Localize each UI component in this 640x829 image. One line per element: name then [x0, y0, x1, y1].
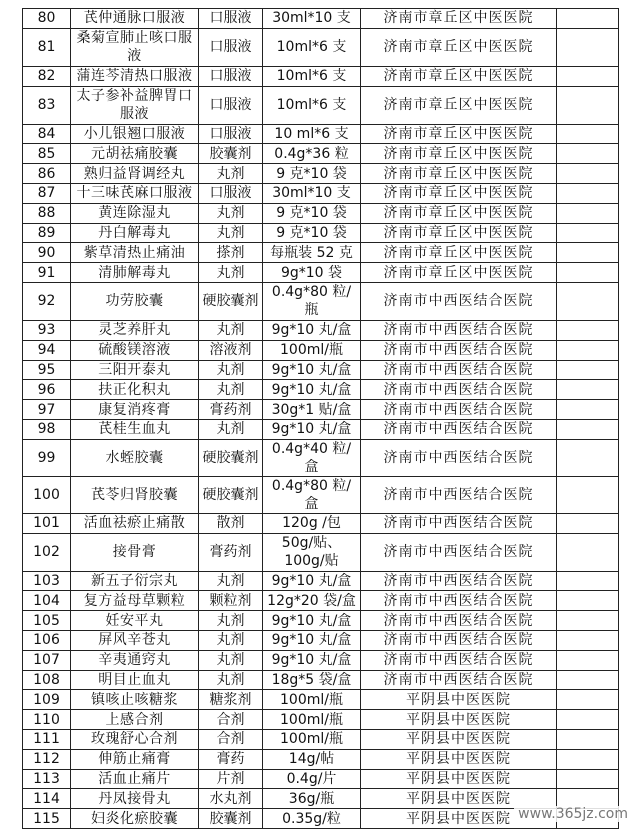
dosage-form-cell: 硬胶囊剂	[199, 439, 263, 476]
empty-cell	[557, 9, 619, 29]
empty-cell	[557, 611, 619, 631]
dosage-form-cell: 膏药剂	[199, 533, 263, 571]
drug-name-cell: 扶正化积丸	[71, 380, 199, 400]
table-row	[23, 86, 619, 124]
dosage-form-cell: 片剂	[199, 769, 263, 789]
drug-name-cell: 熟归益肾调经丸	[71, 164, 199, 184]
row-number-cell: 115	[23, 809, 71, 829]
specification-cell: 每瓶装 52 克	[263, 243, 361, 263]
row-number-cell: 112	[23, 749, 71, 769]
drug-name-cell: 玫瑰舒心合剂	[71, 729, 199, 749]
empty-cell	[557, 263, 619, 283]
dosage-form-cell: 口服液	[199, 66, 263, 86]
specification-cell: 9g*10 丸/盒	[263, 650, 361, 670]
drug-name-cell: 明目止血丸	[71, 670, 199, 690]
specification-cell: 36g/瓶	[263, 789, 361, 809]
empty-cell	[557, 86, 619, 124]
empty-cell	[557, 28, 619, 66]
row-number-cell: 97	[23, 400, 71, 420]
dosage-form-cell: 颗粒剂	[199, 591, 263, 611]
drug-name-cell: 紫草清热止痛油	[71, 243, 199, 263]
table-row	[23, 670, 619, 690]
table-row	[23, 400, 619, 420]
row-number-cell: 114	[23, 789, 71, 809]
specification-cell: 9g*10 丸/盒	[263, 320, 361, 340]
dosage-form-cell: 丸剂	[199, 670, 263, 690]
hospital-cell: 济南市章丘区中医医院	[361, 28, 557, 66]
table-row	[23, 611, 619, 631]
table-row	[23, 533, 619, 571]
empty-cell	[557, 400, 619, 420]
table-row	[23, 164, 619, 184]
empty-cell	[557, 439, 619, 476]
hospital-cell: 济南市章丘区中医医院	[361, 124, 557, 144]
row-number-cell: 90	[23, 243, 71, 263]
table-row	[23, 28, 619, 66]
row-number-cell: 111	[23, 729, 71, 749]
site-watermark: www.365jz.com	[514, 806, 632, 822]
hospital-cell: 济南市章丘区中医医院	[361, 263, 557, 283]
table-row	[23, 183, 619, 203]
row-number-cell: 87	[23, 183, 71, 203]
specification-cell: 10ml*6 支	[263, 66, 361, 86]
table-row	[23, 320, 619, 340]
row-number-cell: 92	[23, 282, 71, 320]
dosage-form-cell: 丸剂	[199, 571, 263, 591]
table-row	[23, 263, 619, 283]
dosage-form-cell: 散剂	[199, 513, 263, 533]
table-row	[23, 360, 619, 380]
hospital-cell: 济南市章丘区中医医院	[361, 223, 557, 243]
drug-name-cell: 妇炎化瘀胶囊	[71, 809, 199, 829]
hospital-cell: 平阴县中医医院	[361, 749, 557, 769]
table-row	[23, 439, 619, 476]
drug-name-cell: 伸筋止痛膏	[71, 749, 199, 769]
table-row	[23, 66, 619, 86]
hospital-cell: 济南市中西医结合医院	[361, 611, 557, 631]
empty-cell	[557, 749, 619, 769]
table-row	[23, 124, 619, 144]
drug-name-cell: 康复消疼膏	[71, 400, 199, 420]
dosage-form-cell: 丸剂	[199, 360, 263, 380]
hospital-cell: 济南市中西医结合医院	[361, 419, 557, 439]
drug-name-cell: 接骨膏	[71, 533, 199, 571]
empty-cell	[557, 670, 619, 690]
specification-cell: 10 ml*6 支	[263, 124, 361, 144]
row-number-cell: 103	[23, 571, 71, 591]
row-number-cell: 108	[23, 670, 71, 690]
row-number-cell: 102	[23, 533, 71, 571]
hospital-cell: 济南市中西医结合医院	[361, 630, 557, 650]
hospital-cell: 济南市章丘区中医医院	[361, 86, 557, 124]
empty-cell	[557, 710, 619, 730]
table-row	[23, 630, 619, 650]
table-row	[23, 749, 619, 769]
empty-cell	[557, 360, 619, 380]
dosage-form-cell: 口服液	[199, 86, 263, 124]
hospital-cell: 济南市中西医结合医院	[361, 380, 557, 400]
row-number-cell: 104	[23, 591, 71, 611]
table-row	[23, 243, 619, 263]
specification-cell: 10ml*6 支	[263, 28, 361, 66]
drug-name-cell: 清肺解毒丸	[71, 263, 199, 283]
dosage-form-cell: 口服液	[199, 28, 263, 66]
specification-cell: 12g*20 袋/盒	[263, 591, 361, 611]
dosage-form-cell: 搽剂	[199, 243, 263, 263]
hospital-cell: 济南市章丘区中医医院	[361, 164, 557, 184]
dosage-form-cell: 溶液剂	[199, 340, 263, 360]
table-row	[23, 223, 619, 243]
row-number-cell: 101	[23, 513, 71, 533]
table-row	[23, 729, 619, 749]
specification-cell: 10ml*6 支	[263, 86, 361, 124]
dosage-form-cell: 丸剂	[199, 380, 263, 400]
table-row	[23, 769, 619, 789]
hospital-cell: 济南市中西医结合医院	[361, 340, 557, 360]
empty-cell	[557, 66, 619, 86]
table-row	[23, 690, 619, 710]
hospital-cell: 平阴县中医医院	[361, 789, 557, 809]
hospital-cell: 济南市中西医结合医院	[361, 320, 557, 340]
specification-cell: 30ml*10 支	[263, 9, 361, 29]
specification-cell: 9 克*10 袋	[263, 223, 361, 243]
hospital-cell: 平阴县中医医院	[361, 809, 557, 829]
table-row	[23, 710, 619, 730]
table-row	[23, 571, 619, 591]
dosage-form-cell: 丸剂	[199, 650, 263, 670]
dosage-form-cell: 膏药	[199, 749, 263, 769]
dosage-form-cell: 丸剂	[199, 263, 263, 283]
specification-cell: 30ml*10 支	[263, 183, 361, 203]
specification-cell: 100ml/瓶	[263, 710, 361, 730]
drug-name-cell: 元胡祛痛胶囊	[71, 144, 199, 164]
hospital-cell: 济南市中西医结合医院	[361, 650, 557, 670]
row-number-cell: 94	[23, 340, 71, 360]
dosage-form-cell: 口服液	[199, 183, 263, 203]
empty-cell	[557, 124, 619, 144]
table-row	[23, 513, 619, 533]
drug-name-cell: 功劳胶囊	[71, 282, 199, 320]
hospital-cell: 平阴县中医医院	[361, 710, 557, 730]
drug-name-cell: 新五子衍宗丸	[71, 571, 199, 591]
empty-cell	[557, 223, 619, 243]
table-row	[23, 340, 619, 360]
drug-name-cell: 小儿银翘口服液	[71, 124, 199, 144]
drug-name-cell: 水蛭胶囊	[71, 439, 199, 476]
empty-cell	[557, 729, 619, 749]
specification-cell: 9g*10 丸/盒	[263, 419, 361, 439]
dosage-form-cell: 膏药剂	[199, 400, 263, 420]
empty-cell	[557, 690, 619, 710]
dosage-form-cell: 硬胶囊剂	[199, 282, 263, 320]
row-number-cell: 88	[23, 203, 71, 223]
drug-name-cell: 蒲连芩清热口服液	[71, 66, 199, 86]
drug-name-cell: 灵芝养肝丸	[71, 320, 199, 340]
dosage-form-cell: 丸剂	[199, 419, 263, 439]
drug-name-cell: 屏风辛苍丸	[71, 630, 199, 650]
hospital-cell: 济南市中西医结合医院	[361, 360, 557, 380]
empty-cell	[557, 769, 619, 789]
empty-cell	[557, 203, 619, 223]
hospital-cell: 平阴县中医医院	[361, 690, 557, 710]
specification-cell: 18g*5 袋/盒	[263, 670, 361, 690]
specification-cell: 0.4g/片	[263, 769, 361, 789]
empty-cell	[557, 571, 619, 591]
table-row	[23, 380, 619, 400]
dosage-form-cell: 硬胶囊剂	[199, 476, 263, 513]
drug-name-cell: 黄连除湿丸	[71, 203, 199, 223]
hospital-cell: 济南市中西医结合医院	[361, 591, 557, 611]
hospital-cell: 济南市中西医结合医院	[361, 571, 557, 591]
empty-cell	[557, 513, 619, 533]
row-number-cell: 98	[23, 419, 71, 439]
dosage-form-cell: 丸剂	[199, 164, 263, 184]
drug-name-cell: 芪仲通脉口服液	[71, 9, 199, 29]
drug-name-cell: 硫酸镁溶液	[71, 340, 199, 360]
row-number-cell: 84	[23, 124, 71, 144]
table-row	[23, 144, 619, 164]
empty-cell	[557, 183, 619, 203]
empty-cell	[557, 243, 619, 263]
hospital-cell: 济南市中西医结合医院	[361, 476, 557, 513]
dosage-form-cell: 丸剂	[199, 320, 263, 340]
row-number-cell: 89	[23, 223, 71, 243]
specification-cell: 9g*10 丸/盒	[263, 571, 361, 591]
specification-cell: 100ml/瓶	[263, 690, 361, 710]
hospital-cell: 济南市章丘区中医医院	[361, 203, 557, 223]
hospital-cell: 济南市章丘区中医医院	[361, 144, 557, 164]
row-number-cell: 95	[23, 360, 71, 380]
hospital-cell: 济南市章丘区中医医院	[361, 9, 557, 29]
specification-cell: 120g /包	[263, 513, 361, 533]
row-number-cell: 99	[23, 439, 71, 476]
table-row	[23, 419, 619, 439]
specification-cell: 0.4g*40 粒/盒	[263, 439, 361, 476]
specification-cell: 9g*10 丸/盒	[263, 630, 361, 650]
hospital-cell: 济南市中西医结合医院	[361, 439, 557, 476]
empty-cell	[557, 630, 619, 650]
row-number-cell: 106	[23, 630, 71, 650]
drug-name-cell: 镇咳止咳糖浆	[71, 690, 199, 710]
row-number-cell: 83	[23, 86, 71, 124]
row-number-cell: 110	[23, 710, 71, 730]
specification-cell: 0.4g*36 粒	[263, 144, 361, 164]
hospital-cell: 平阴县中医医院	[361, 769, 557, 789]
hospital-cell: 济南市中西医结合医院	[361, 400, 557, 420]
drug-name-cell: 太子参补益脾胃口服液	[71, 86, 199, 124]
specification-cell: 30g*1 贴/盒	[263, 400, 361, 420]
empty-cell	[557, 419, 619, 439]
empty-cell	[557, 650, 619, 670]
drug-table	[22, 8, 619, 829]
dosage-form-cell: 合剂	[199, 710, 263, 730]
drug-name-cell: 活血祛瘀止痛散	[71, 513, 199, 533]
drug-name-cell: 丹凤接骨丸	[71, 789, 199, 809]
row-number-cell: 107	[23, 650, 71, 670]
row-number-cell: 113	[23, 769, 71, 789]
table-body	[23, 9, 619, 829]
drug-name-cell: 妊安平丸	[71, 611, 199, 631]
empty-cell	[557, 164, 619, 184]
specification-cell: 100ml/瓶	[263, 729, 361, 749]
empty-cell	[557, 320, 619, 340]
specification-cell: 0.4g*80 粒/盒	[263, 476, 361, 513]
empty-cell	[557, 380, 619, 400]
specification-cell: 14g/帖	[263, 749, 361, 769]
row-number-cell: 91	[23, 263, 71, 283]
drug-name-cell: 芪苓归肾胶囊	[71, 476, 199, 513]
dosage-form-cell: 口服液	[199, 124, 263, 144]
table-row	[23, 650, 619, 670]
table-row	[23, 476, 619, 513]
dosage-form-cell: 丸剂	[199, 611, 263, 631]
hospital-cell: 平阴县中医医院	[361, 729, 557, 749]
empty-cell	[557, 591, 619, 611]
empty-cell	[557, 533, 619, 571]
row-number-cell: 93	[23, 320, 71, 340]
table-row	[23, 203, 619, 223]
table-row	[23, 591, 619, 611]
row-number-cell: 85	[23, 144, 71, 164]
row-number-cell: 82	[23, 66, 71, 86]
row-number-cell: 96	[23, 380, 71, 400]
drug-name-cell: 上感合剂	[71, 710, 199, 730]
row-number-cell: 100	[23, 476, 71, 513]
drug-name-cell: 桑菊宣肺止咳口服液	[71, 28, 199, 66]
specification-cell: 9g*10 丸/盒	[263, 360, 361, 380]
dosage-form-cell: 糖浆剂	[199, 690, 263, 710]
specification-cell: 100ml/瓶	[263, 340, 361, 360]
hospital-cell: 济南市章丘区中医医院	[361, 66, 557, 86]
dosage-form-cell: 胶囊剂	[199, 144, 263, 164]
drug-name-cell: 活血止痛片	[71, 769, 199, 789]
specification-cell: 9g*10 丸/盒	[263, 380, 361, 400]
drug-name-cell: 十三味芪麻口服液	[71, 183, 199, 203]
empty-cell	[557, 340, 619, 360]
specification-cell: 9 克*10 袋	[263, 203, 361, 223]
drug-name-cell: 芪桂生血丸	[71, 419, 199, 439]
empty-cell	[557, 282, 619, 320]
row-number-cell: 81	[23, 28, 71, 66]
drug-name-cell: 三阳开泰丸	[71, 360, 199, 380]
row-number-cell: 105	[23, 611, 71, 631]
specification-cell: 9g*10 袋	[263, 263, 361, 283]
row-number-cell: 80	[23, 9, 71, 29]
hospital-cell: 济南市中西医结合医院	[361, 282, 557, 320]
drug-name-cell: 丹白解毒丸	[71, 223, 199, 243]
specification-cell: 50g/贴、100g/贴	[263, 533, 361, 571]
hospital-cell: 济南市章丘区中医医院	[361, 183, 557, 203]
specification-cell: 9 克*10 袋	[263, 164, 361, 184]
dosage-form-cell: 丸剂	[199, 203, 263, 223]
hospital-cell: 济南市中西医结合医院	[361, 670, 557, 690]
dosage-form-cell: 丸剂	[199, 223, 263, 243]
dosage-form-cell: 丸剂	[199, 630, 263, 650]
row-number-cell: 109	[23, 690, 71, 710]
table-row	[23, 282, 619, 320]
dosage-form-cell: 水丸剂	[199, 789, 263, 809]
drug-name-cell: 复方益母草颗粒	[71, 591, 199, 611]
drug-name-cell: 辛夷通窍丸	[71, 650, 199, 670]
empty-cell	[557, 476, 619, 513]
hospital-cell: 济南市中西医结合医院	[361, 513, 557, 533]
row-number-cell: 86	[23, 164, 71, 184]
hospital-cell: 济南市章丘区中医医院	[361, 243, 557, 263]
dosage-form-cell: 合剂	[199, 729, 263, 749]
empty-cell	[557, 144, 619, 164]
specification-cell: 0.4g*80 粒/瓶	[263, 282, 361, 320]
dosage-form-cell: 胶囊剂	[199, 809, 263, 829]
dosage-form-cell: 口服液	[199, 9, 263, 29]
hospital-cell: 济南市中西医结合医院	[361, 533, 557, 571]
specification-cell: 9g*10 丸/盒	[263, 611, 361, 631]
specification-cell: 0.35g/粒	[263, 809, 361, 829]
table-row	[23, 9, 619, 29]
